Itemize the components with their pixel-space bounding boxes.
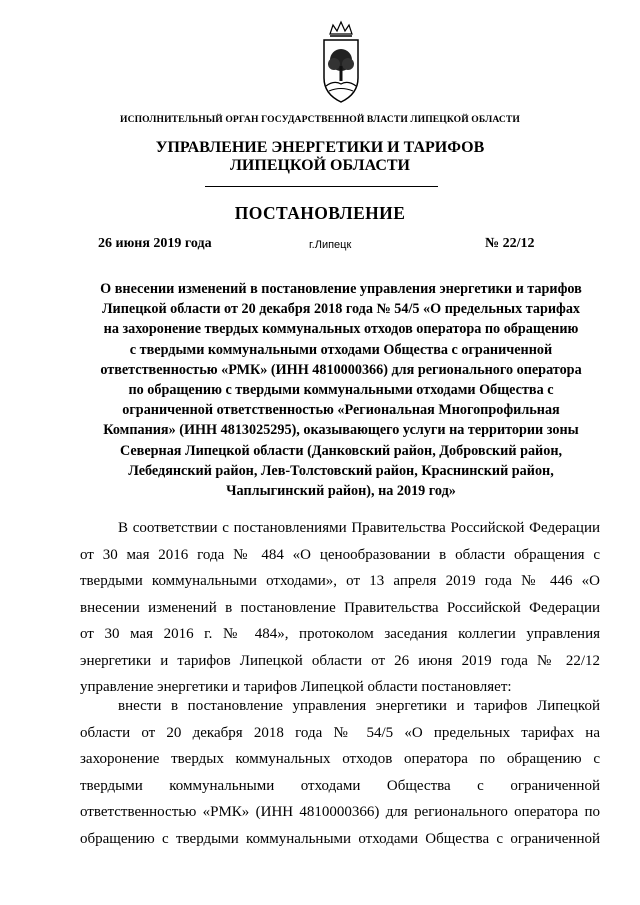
authority-name: ИСПОЛНИТЕЛЬНЫЙ ОРГАН ГОСУДАРСТВЕННОЙ ВЛАСТИ ЛИПЕЦКОЙ ОБЛАСТИ [120,114,520,125]
paragraph-line: внесении изменений в постановление Правительства Российской Федерации [80,599,600,616]
subject-line: с твердыми коммунальными отходами Общества с ограниченной [129,341,553,358]
department-line-1: УПРАВЛЕНИЕ ЭНЕРГЕТИКИ И ТАРИФОВ [155,139,485,156]
subject-line: Чаплыгинский район), на 2019 год» [226,483,456,500]
paragraph-line: ответственностью «РМК» (ИНН 4810000366) для регионального оператора по [80,804,600,820]
paragraph-line: обращению с твердыми коммунальными отходами Общества с ограниченной [80,830,600,847]
header-divider [205,186,438,187]
body-paragraph-1 [80,515,600,701]
document-city: г.Липецк [309,239,352,251]
department-name [0,139,640,175]
paragraph-line: твердыми коммунальными отходами», от 13 апреля 2019 года № 446 «О [80,573,600,589]
subject-line: ограниченной ответственностью «Региональная Многопрофильная [122,402,560,419]
document-date: 26 июня 2019 года [98,236,212,251]
document-number: № 22/12 [485,236,535,251]
subject-line: Компания» (ИНН 4813025295), оказывающего услуги на территории зоны [103,422,579,439]
department-line-2: ЛИПЕЦКОЙ ОБЛАСТИ [230,157,410,174]
lipetsk-oblast-coat-of-arms-icon [318,20,364,106]
paragraph-line: области от 20 декабря 2018 года № 54/5 «О предельных тарифах на [80,724,600,741]
paragraph-line: твердыми коммунальными отходами Общества с ограниченной [80,777,600,794]
body-paragraph-2 [80,693,600,852]
subject-line: на захоронение твердых коммунальных отходов оператора по обращению [103,321,579,338]
paragraph-line: управление энергетики и тарифов Липецкой области постановляет: [80,679,512,695]
subject-line: Лебедянский район, Лев-Толстовский район, Краснинский район, [128,462,554,479]
paragraph-line: захоронение твердых коммунальных отходов оператора по обращению с [80,751,600,767]
subject-line: по обращению с твердыми коммунальными отходами Общества с [128,382,554,399]
paragraph-line: от 30 мая 2016 года № 484 «О ценообразовании в области обращения с [80,546,600,563]
subject-line: Липецкой области от 20 декабря 2018 года № 54/5 «О предельных тарифах [101,301,581,318]
document-subject [76,279,606,501]
subject-line: ответственностью «РМК» (ИНН 4810000366) для регионального оператора [100,361,582,378]
document-type: ПОСТАНОВЛЕНИЕ [234,203,406,223]
paragraph-line: энергетики и тарифов Липецкой области от 26 июня 2019 года № 22/12 [80,652,600,669]
paragraph-line: от 30 мая 2016 г. № 484», протоколом заседания коллегии управления [80,626,600,642]
paragraph-line: В соответствии с постановлениями Правительства Российской Федерации [118,520,600,536]
subject-line: О внесении изменений в постановление управления энергетики и тарифов [100,281,582,297]
paragraph-line: внести в постановление управления энергетики и тарифов Липецкой [118,698,600,714]
subject-line: Северная Липецкой области (Данковский район, Добровский район, [119,442,563,459]
